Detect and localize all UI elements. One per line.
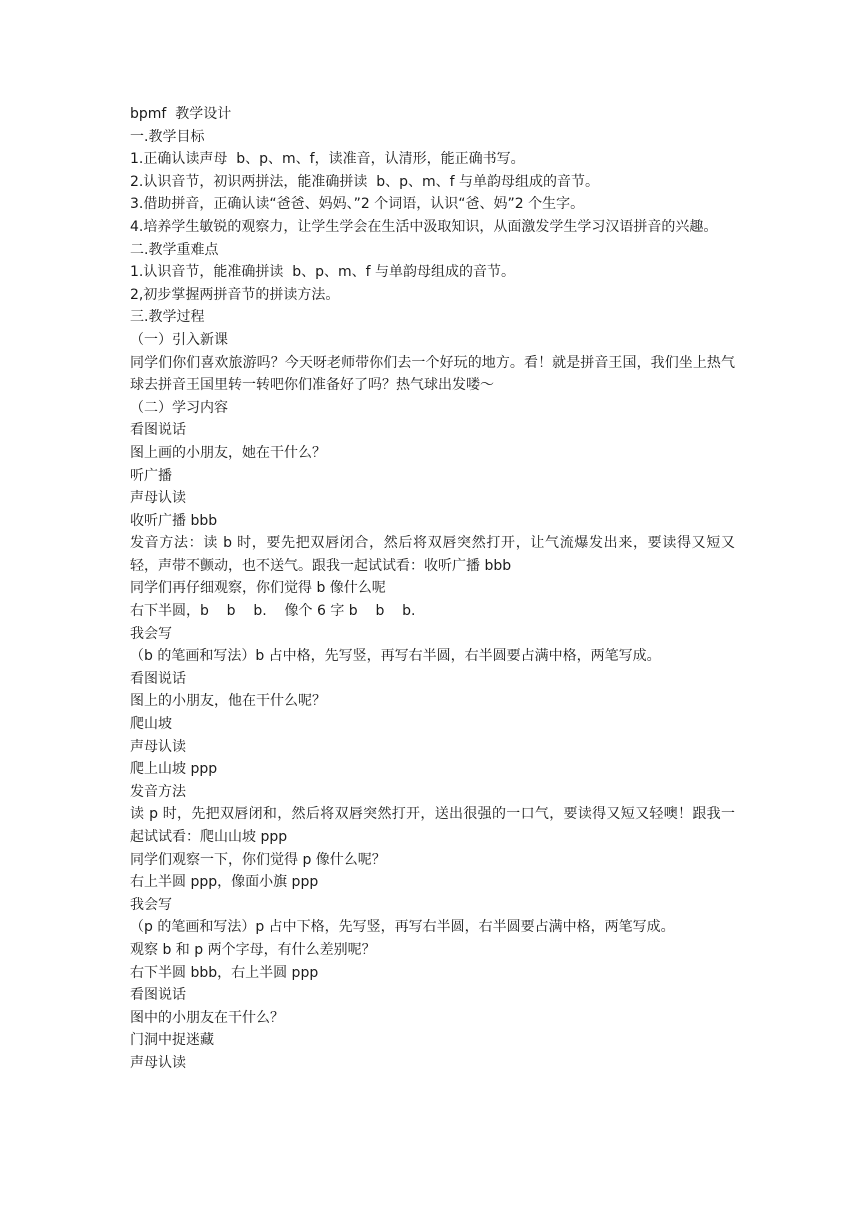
text-line: 声母认读 [130,490,186,507]
text-paragraph: 同学们你们喜欢旅游吗？今天呀老师带你们去一个好玩的地方。看！就是拼音王国，我们坐上热气球去拼音王国里转一转吧你们准备好了吗？热气球出发喽～ [130,354,735,394]
text-line: 声母认读 [130,1054,186,1071]
text-line: 门洞中捉迷藏 [130,1032,214,1049]
text-line: 图上的小朋友，他在干什么呢？ [130,693,326,710]
text-line: 看图说话 [130,987,186,1004]
text-line: 1.认识音节，能准确拼读 b、p、m、f 与单韵母组成的音节。 [130,264,516,281]
text-line: 右上半圆 ppp，像面小旗 ppp [130,874,319,891]
text-line: 图中的小朋友在干什么？ [130,1009,284,1026]
section-heading: 一.教学目标 [130,128,205,145]
section-heading: 二.教学重难点 [130,241,219,258]
text-line: 右下半圆，b b b. 像个 6 字 b b b. [130,603,416,620]
text-line: 观察 b 和 p 两个字母，有什么差别呢？ [130,941,376,958]
text-line: 我会写 [130,625,172,642]
text-line: 爬上山坡 ppp [130,761,218,778]
text-line: 2.认识音节，初识两拼法，能准确拼读 b、p、m、f 与单韵母组成的音节。 [130,173,600,190]
text-line: 听广播 [130,467,172,484]
document-title: bpmf 教学设计 [130,106,232,122]
text-line: 2,初步掌握两拼音节的拼读方法。 [130,286,340,303]
section-heading: 三.教学过程 [130,309,205,326]
text-line: 发音方法 [130,783,186,800]
text-line: 我会写 [130,896,172,913]
text-paragraph: 发音方法：读 b 时，要先把双唇闭合，然后将双唇突然打开，让气流爆发出来，要读得又短又轻，声带不颤动，也不送气。跟我一起试试看：收听广播 bbb [130,535,735,574]
text-line: 爬山坡 [130,716,172,733]
text-line: 声母认读 [130,738,186,755]
text-line: （b 的笔画和写法）b 占中格，先写竖，再写右半圆，右半圆要占满中格，两笔写成。 [130,648,661,665]
text-line: 看图说话 [130,670,186,687]
text-line: 右下半圆 bbb，右上半圆 ppp [130,964,319,981]
text-line: 图上画的小朋友，她在干什么？ [130,444,326,461]
text-line: 3.借助拼音，正确认读“爸爸、妈妈、”2 个词语，认识“爸、妈”2 个生字。 [130,196,585,213]
text-line: 收听广播 bbb [130,512,218,529]
subsection-heading: （一）引入新课 [130,331,228,348]
subsection-heading: （二）学习内容 [130,399,228,416]
text-line: （p 的笔画和写法）p 占中下格，先写竖，再写右半圆，右半圆要占满中格，两笔写成。 [130,919,675,936]
text-paragraph: 4.培养学生敏锐的观察力，让学生学会在生活中汲取知识，从面激发学生学习汉语拼音的兴趣。 [130,218,718,235]
text-line: 同学们观察一下，你们觉得 p 像什么呢？ [130,851,386,868]
text-line: 同学们再仔细观察，你们觉得 b 像什么呢 [130,580,386,597]
text-line: 看图说话 [130,422,186,439]
text-paragraph: 读 p 时，先把双唇闭和，然后将双唇突然打开，送出很强的一口气，要读得又短又轻噢！跟我一起试试看：爬山山坡 ppp [130,806,735,845]
document-body [130,103,735,1075]
text-line: 1.正确认读声母 b、p、m、f，读准音，认清形，能正确书写。 [130,151,525,168]
